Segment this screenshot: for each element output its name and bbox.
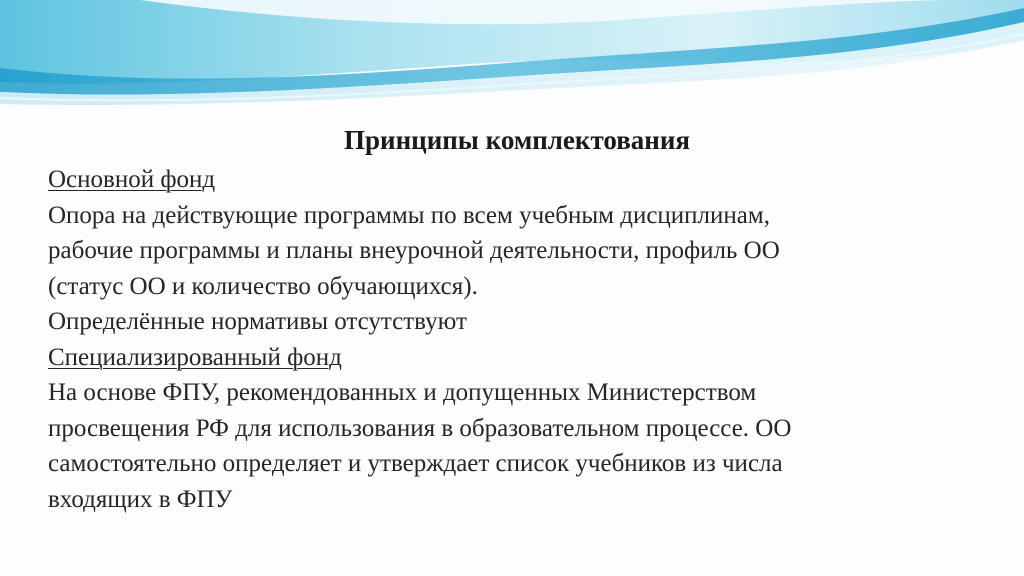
section-heading-specialized-fund: Специализированный фонд [48, 343, 342, 371]
paragraph-line: просвещения РФ для использования в образовательном процессе. ОО [48, 414, 792, 442]
paragraph-line: На основе ФПУ, рекомендованных и допущенных Министерством [48, 379, 757, 406]
section-heading-main-fund: Основной фонд [48, 166, 216, 193]
paragraph-line: самостоятельно определяет и утверждает список учебников из числа [48, 450, 783, 477]
paragraph-line: рабочие программы и планы внеурочной деятельности, профиль ОО [48, 237, 780, 264]
decorative-wave-header [0, 0, 1024, 110]
slide-title: Принципы комплектования [344, 125, 690, 155]
paragraph-line: Опора на действующие программы по всем учебным дисциплинам, [48, 201, 770, 229]
paragraph-line: входящих в ФПУ [48, 485, 233, 513]
paragraph-line: Определённые нормативы отсутствуют [48, 308, 467, 335]
paragraph-line: (статус ОО и количество обучающихся). [48, 272, 478, 300]
slide-body [48, 162, 988, 517]
